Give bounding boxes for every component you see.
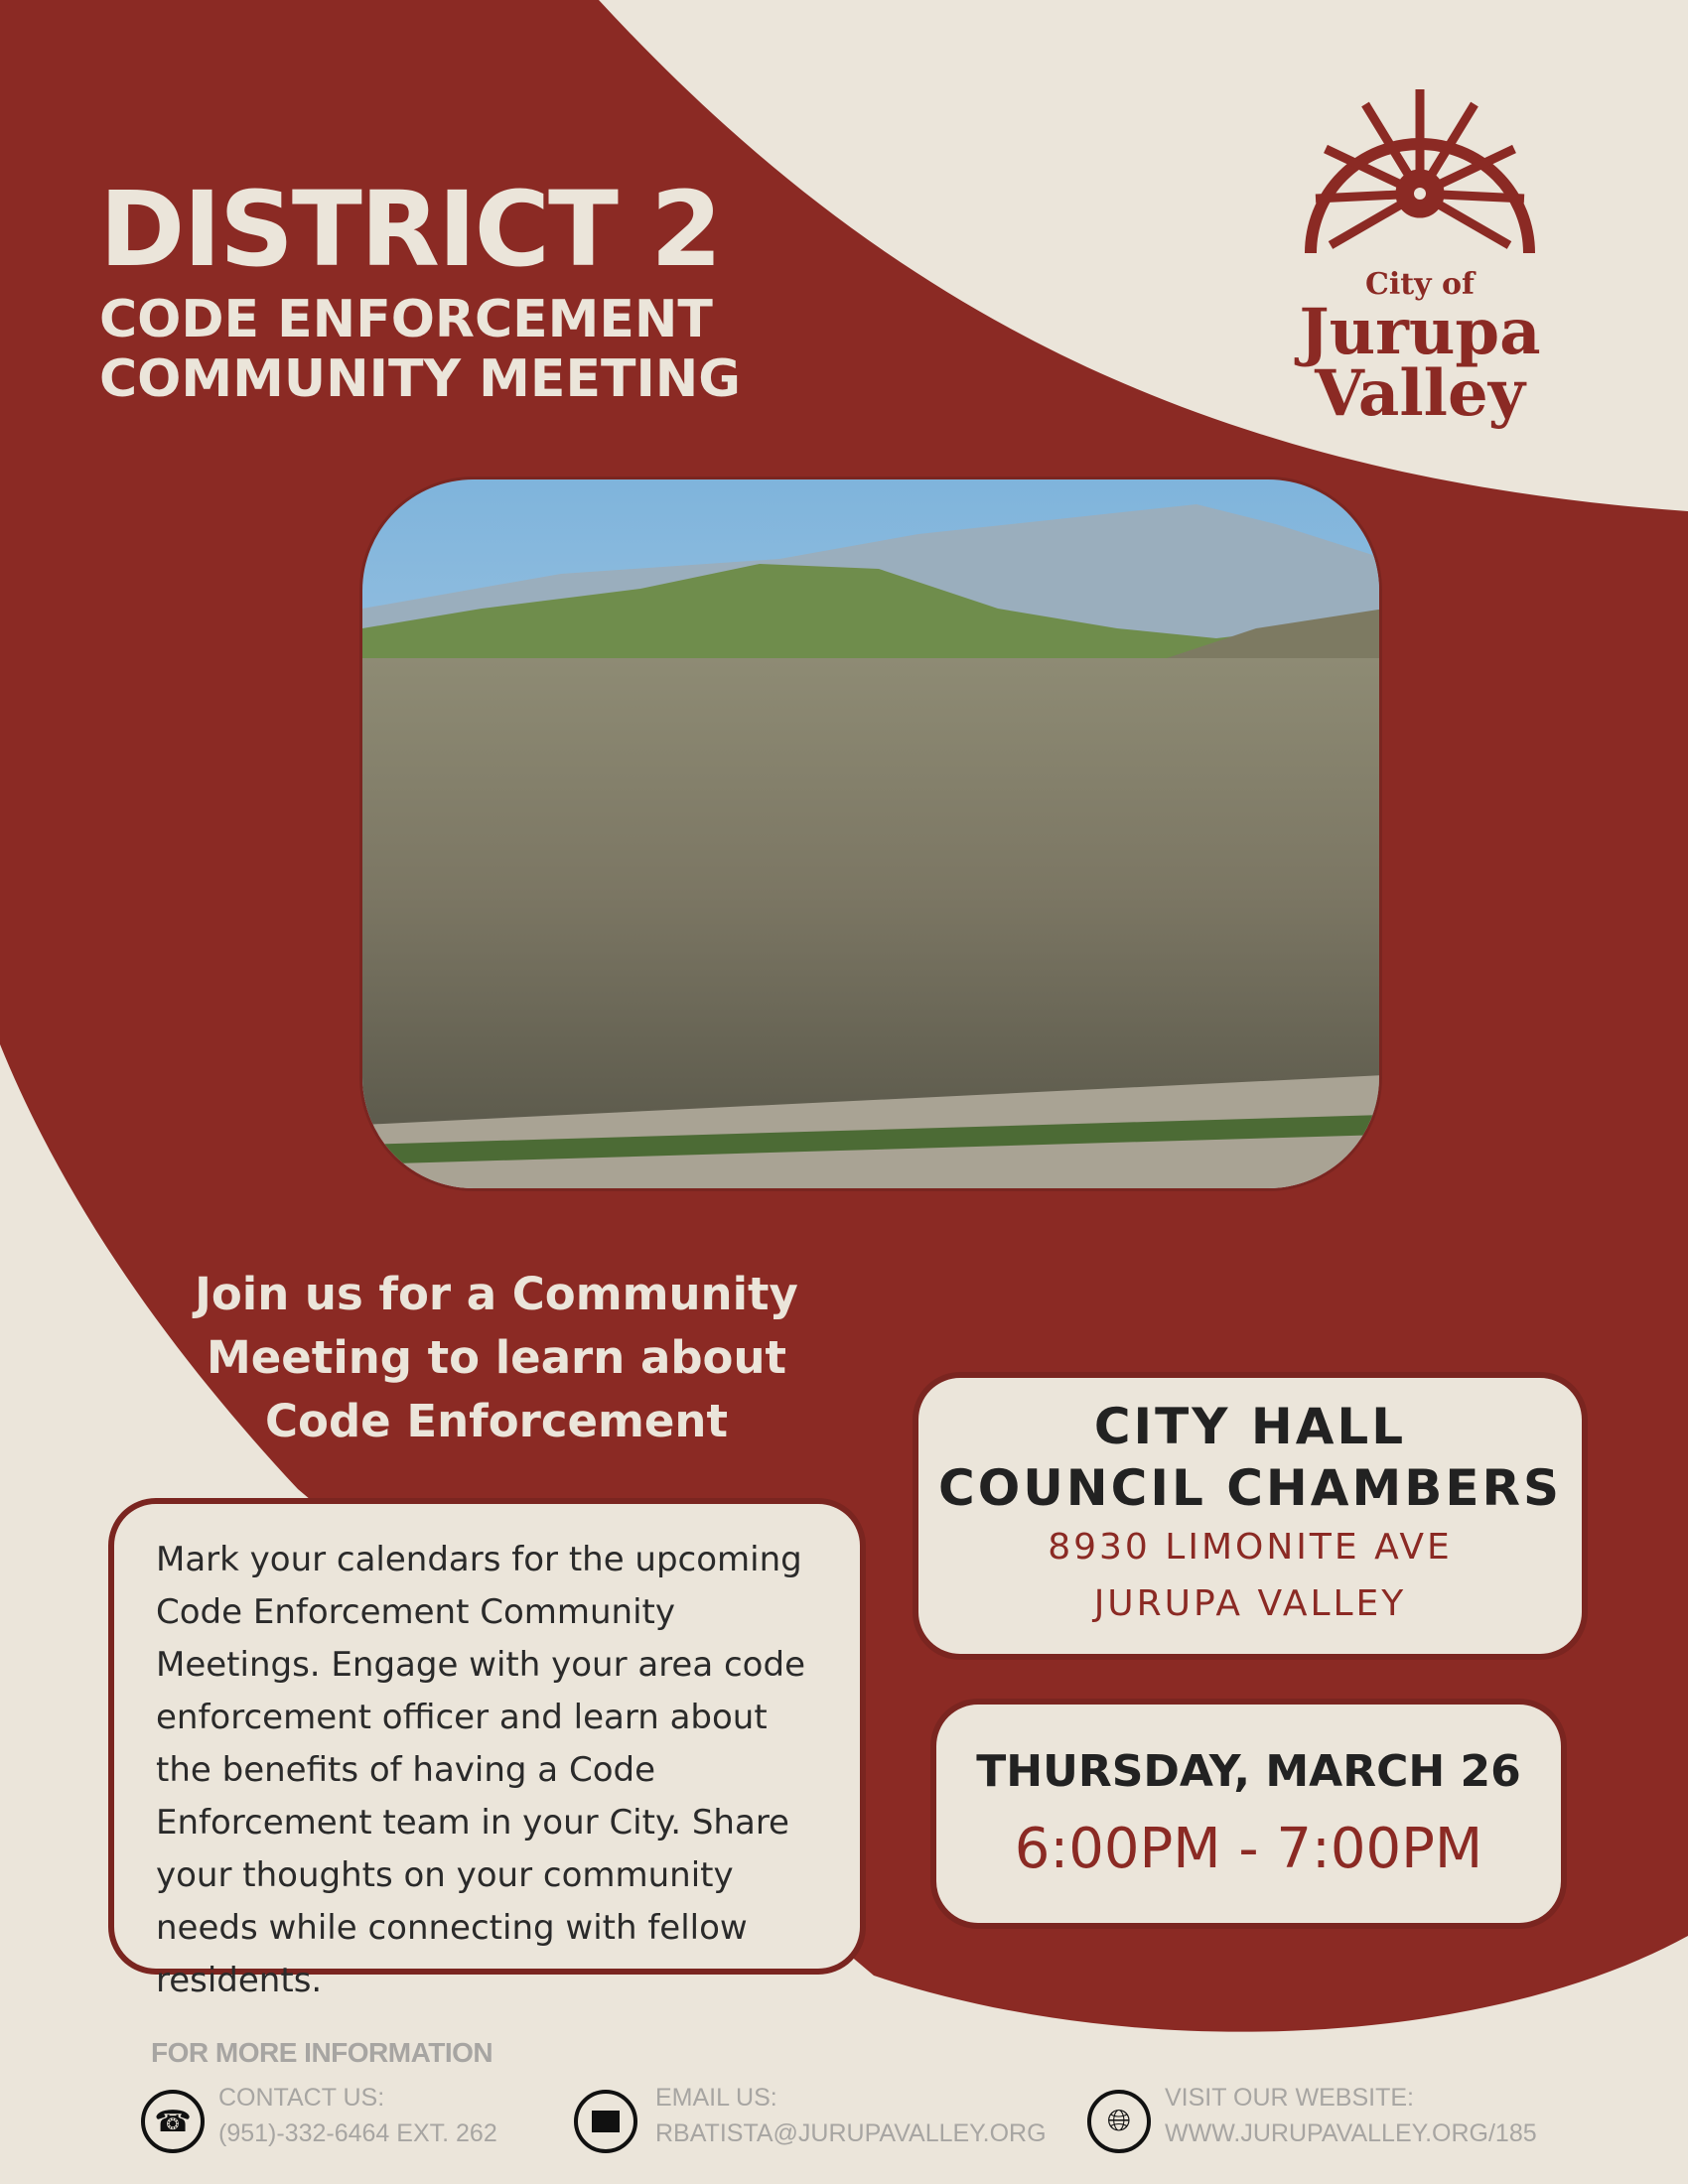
email-icon	[574, 2090, 637, 2153]
invitation-line3: Code Enforcement	[265, 1395, 728, 1447]
subtitle-line1: CODE ENFORCEMENT	[99, 290, 713, 349]
city-logo	[1291, 74, 1549, 431]
location-line1: CITY HALL	[1093, 1398, 1407, 1455]
logo-name-line1: Jurupa	[1299, 295, 1541, 369]
description-box	[108, 1498, 866, 2000]
aerial-city-photo	[359, 477, 1382, 1191]
location-box	[913, 1372, 1588, 1660]
meeting-time: 6:00PM - 7:00PM	[1014, 1817, 1483, 1881]
invitation-heading	[179, 1263, 814, 1453]
meeting-date: THURSDAY, MARCH 26	[976, 1746, 1521, 1797]
subtitle-line2: COMMUNITY MEETING	[99, 349, 741, 409]
location-line2: COUNCIL CHAMBERS	[938, 1459, 1562, 1517]
email-address[interactable]: RBATISTA@JURUPAVALLEY.ORG	[655, 2119, 1047, 2147]
address-line1: 8930 LIMONITE AVE	[1048, 1527, 1453, 1568]
website-info	[1165, 2080, 1537, 2151]
contact-label: CONTACT US:	[218, 2084, 385, 2112]
logo-city-of: City of	[1365, 267, 1475, 302]
invitation-line1: Join us for a Community	[195, 1268, 798, 1320]
website-label: VISIT OUR WEBSITE:	[1165, 2084, 1414, 2112]
page-title: DISTRICT 2	[99, 169, 721, 290]
contact-info	[218, 2080, 497, 2151]
globe-icon: 🌐︎	[1087, 2090, 1151, 2153]
email-info	[655, 2080, 1047, 2151]
website-link[interactable]: WWW.JURUPAVALLEY.ORG/185	[1165, 2119, 1537, 2147]
phone-icon: ☎	[141, 2090, 205, 2153]
address-line2: JURUPA VALLEY	[1093, 1583, 1407, 1624]
schedule-box	[930, 1699, 1567, 1929]
contact-phone[interactable]: (951)-332-6464 EXT. 262	[218, 2119, 497, 2147]
logo-name-line2: Valley	[1315, 356, 1525, 431]
invitation-line2: Meeting to learn about	[206, 1331, 786, 1384]
wagon-wheel-icon	[1296, 74, 1544, 263]
footer-heading: FOR MORE INFORMATION	[151, 2037, 493, 2068]
description-text: Mark your calendars for the upcoming Code Enforcement Community Meetings. Engage with your area code enforcement officer and learn about the benefits of having a Code Enforcement team in your City. Share your thoughts on your community needs while connecting with fellow residents.	[156, 1540, 805, 2000]
email-label: EMAIL US:	[655, 2084, 777, 2112]
